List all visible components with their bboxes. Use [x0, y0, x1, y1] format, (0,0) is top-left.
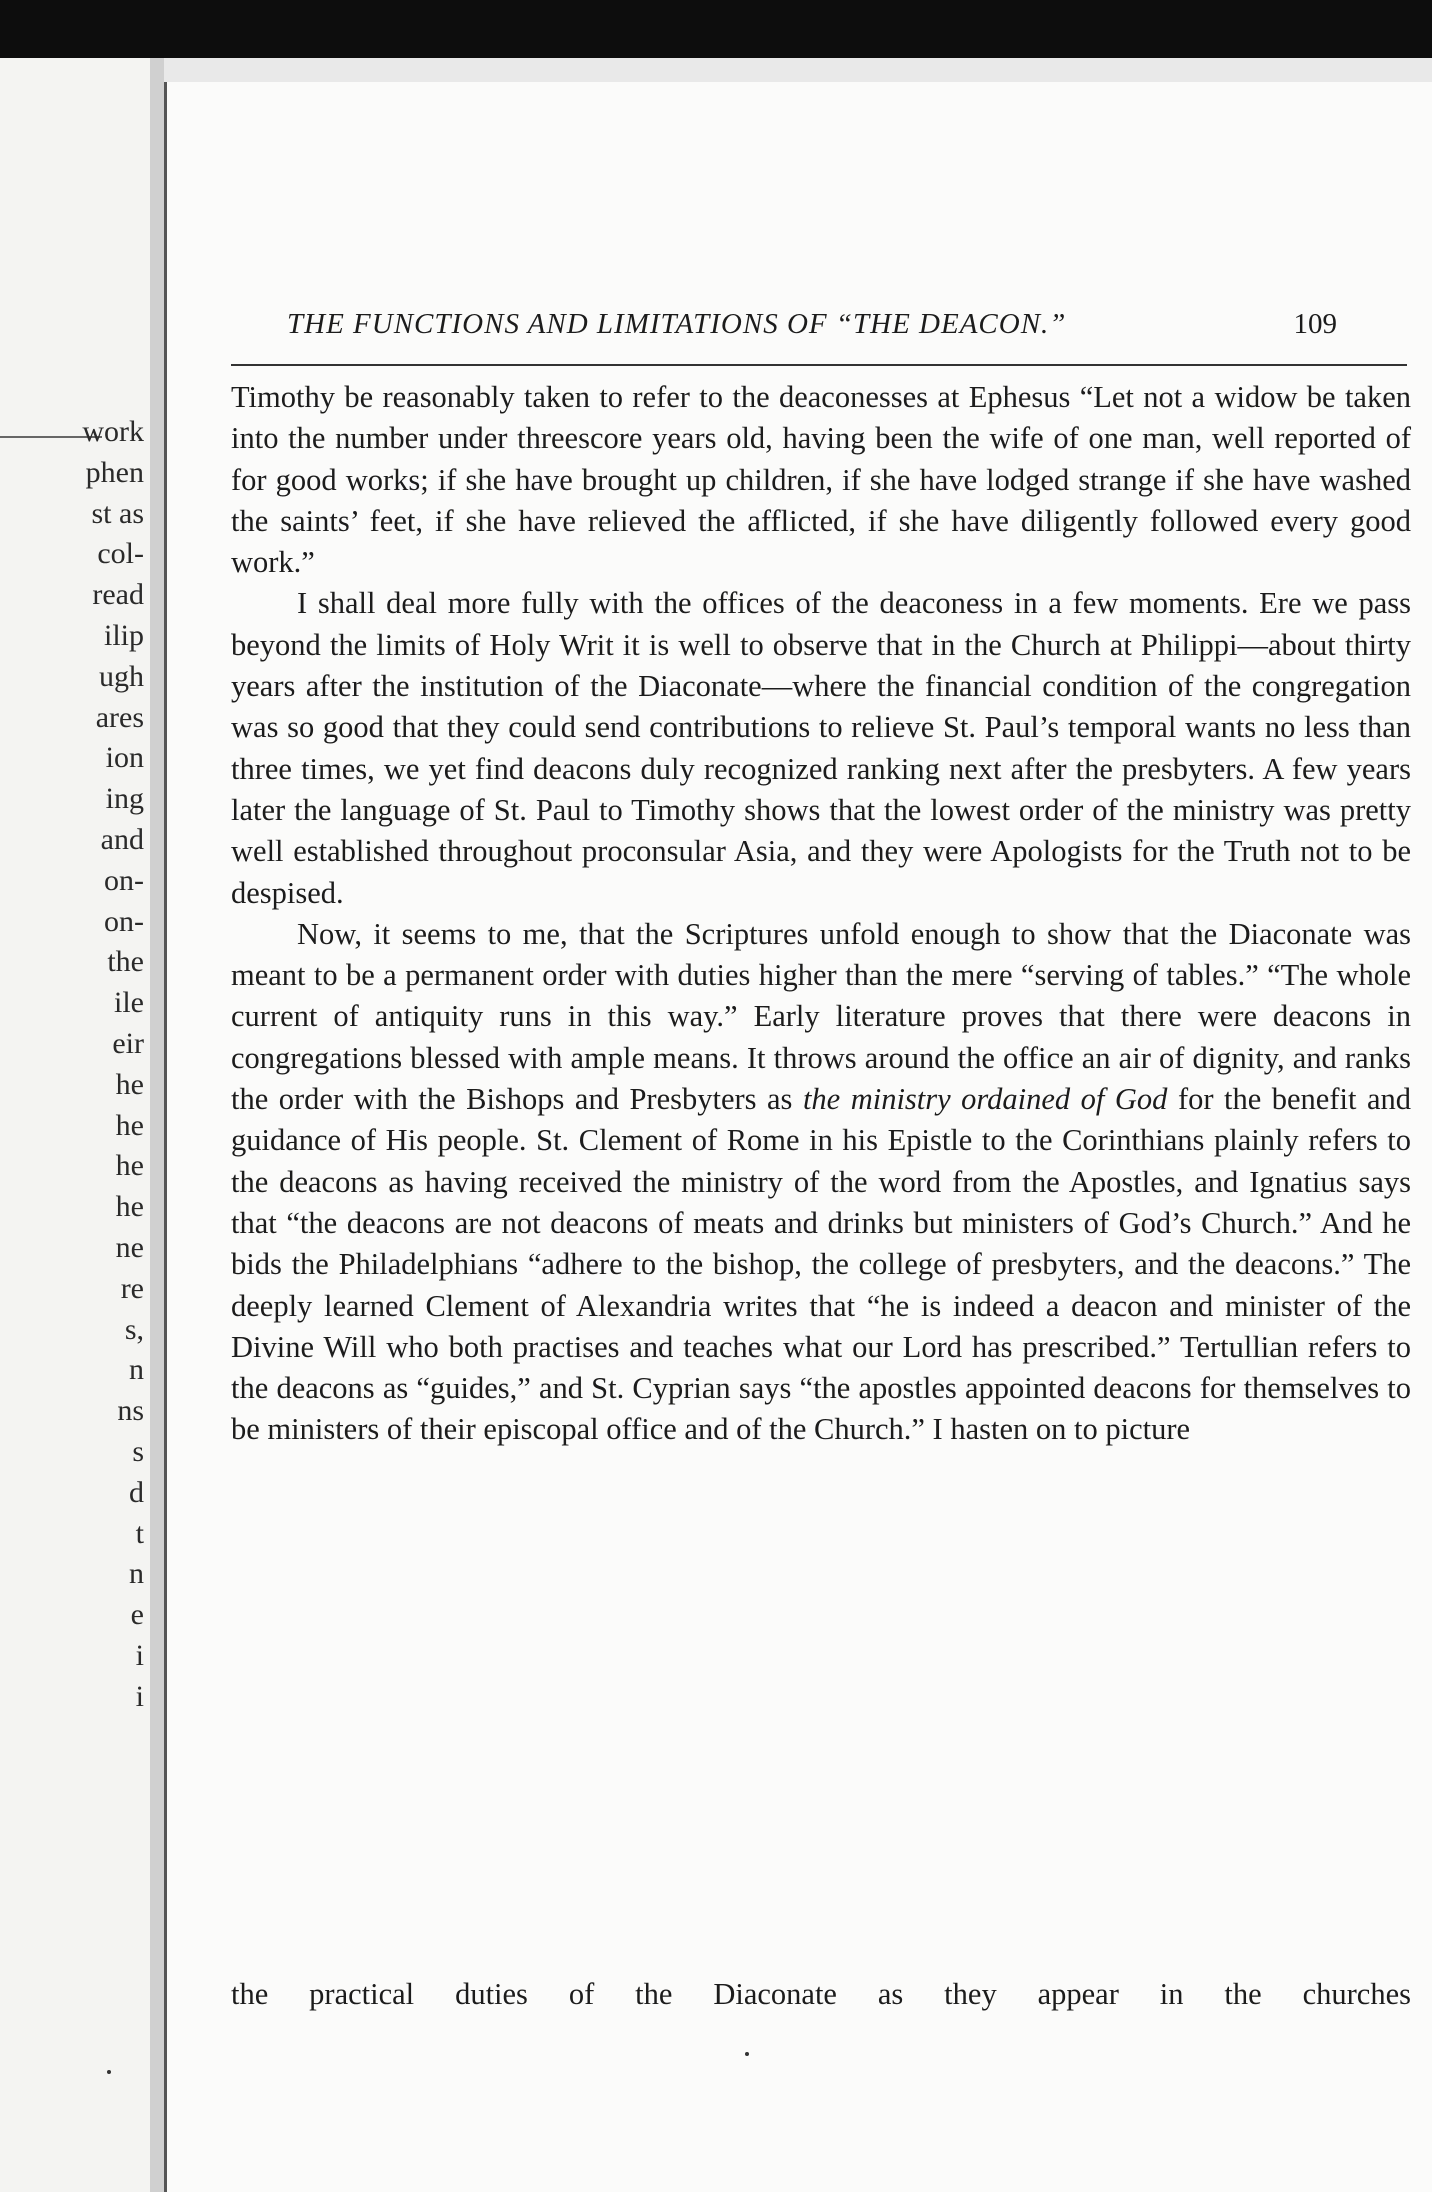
left-page-fragment: re: [120, 1271, 144, 1305]
left-page-fragment: ile: [114, 986, 144, 1020]
left-page-fragment: ion: [105, 741, 144, 775]
book-gutter: [150, 58, 164, 2192]
left-page-fragment: ares: [95, 700, 144, 734]
left-page-fragment: st as: [91, 496, 144, 530]
left-page-fragment: on-: [104, 863, 144, 897]
paragraph-3: [231, 914, 1411, 1451]
left-page-fragment: ne: [115, 1231, 144, 1264]
left-page-fragment: s: [132, 1435, 144, 1468]
left-page-fragment: d: [129, 1475, 144, 1509]
paper-speck: [107, 2070, 111, 2074]
right-page: [164, 82, 1432, 2192]
paper-speck: [745, 2052, 749, 2056]
paragraph-3-text-b: for the benefit and guidance of His people. St. Clement of Rome in his Epistle to the Corinthians plainly refers to the deacons as having received the ministry of the word from the Apostles, and Ignatius says that “the deacons are not deacons of meats and drinks but ministers of God’s Church.” And he bids the Philadelphians “adhere to the bishop, the college of presbyters, and the deacons.” The deeply learned Clement of Alexandria writes that “he is indeed a deacon and minister of the Divine Will who both practises and teaches what our Lord has prescribed.” Tertullian refers to the deacons as “guides,” and St. Cyprian says “the apostles appointed deacons for themselves to be ministers of their episcopal office and of the Church.” I hasten on to picture: [231, 1082, 1411, 1447]
left-page: [0, 58, 153, 2192]
left-page-fragment: phen: [85, 455, 144, 489]
left-page-fragment: n: [129, 1557, 144, 1591]
scan-top-border: [0, 0, 1432, 58]
italic-phrase: the ministry ordained of God: [802, 1082, 1168, 1117]
left-page-fragment: i: [135, 1679, 144, 1713]
left-page-fragment: he: [115, 1149, 144, 1183]
header-rule: [231, 364, 1407, 366]
left-page-fragment: eir: [112, 1027, 144, 1060]
left-page-fragment: ugh: [99, 659, 144, 693]
left-page-fragment: ns: [117, 1394, 144, 1428]
running-title: THE FUNCTIONS AND LIMITATIONS OF “THE DEACON.”: [287, 308, 1067, 340]
left-page-fragment: col-: [97, 537, 144, 571]
paragraph-3-text-a: Now, it seems to me, that the Scriptures unfold enough to show that the Diaconate was meant to be a permanent order with duties higher than the mere “serving of tables.” “The whole current of antiquity runs in this way.” Early literature proves that there were deacons in congregations blessed with ample means. It throws around the office an air of dignity, and ranks the order with the Bishops and Presbyters as: [231, 916, 1411, 1117]
left-page-fragment: and: [100, 823, 144, 856]
left-page-fragment: work: [82, 415, 144, 448]
left-page-fragment: ing: [105, 782, 144, 816]
final-line: the practical duties of the Diaconate as they appear in the churches: [231, 1977, 1411, 2011]
left-page-fragment: i: [135, 1639, 144, 1672]
left-page-fragment: n: [129, 1353, 144, 1387]
left-page-fragment: s,: [124, 1312, 144, 1346]
left-page-fragment: read: [92, 578, 144, 612]
left-page-fragment: he: [115, 1190, 144, 1224]
paragraph-1: Timothy be reasonably taken to refer to the deaconesses at Ephesus “Let not a widow be taken into the number under threescore years old, having been the wife of one man, well reported of for good works; if she have brought up children, if she have lodged strange if she have washed the saints’ feet, if she have relieved the afflicted, if she have diligently followed every good work.”: [231, 380, 1411, 580]
left-page-fragment: he: [115, 1108, 144, 1142]
running-header: [287, 302, 1337, 346]
paragraph-2: I shall deal more fully with the offices of the deaconess in a few moments. Ere we pass beyond the limits of Holy Writ it is well to observe that in the Church at Philippi—about thirty years after the institution of the Diaconate—where the financial condition of the congregation was so good that they could send contributions to relieve St. Paul’s temporal wants no less than three times, we yet find deacons duly recognized ranking next after the presbyters. A few years later the language of St. Paul to Timothy shows that the lowest order of the ministry was pretty well established throughout proconsular Asia, and they were Apologists for the Truth not to be despised.: [231, 586, 1411, 910]
left-page-fragment: t: [135, 1516, 144, 1550]
page-number: 109: [1293, 308, 1337, 340]
left-page-fragment: he: [115, 1067, 144, 1101]
left-page-fragment: e: [130, 1598, 144, 1632]
left-page-fragment: the: [107, 945, 144, 979]
left-page-fragment: on-: [104, 904, 144, 938]
body-text: [231, 377, 1411, 1451]
left-page-fragment: ilip: [103, 619, 144, 652]
